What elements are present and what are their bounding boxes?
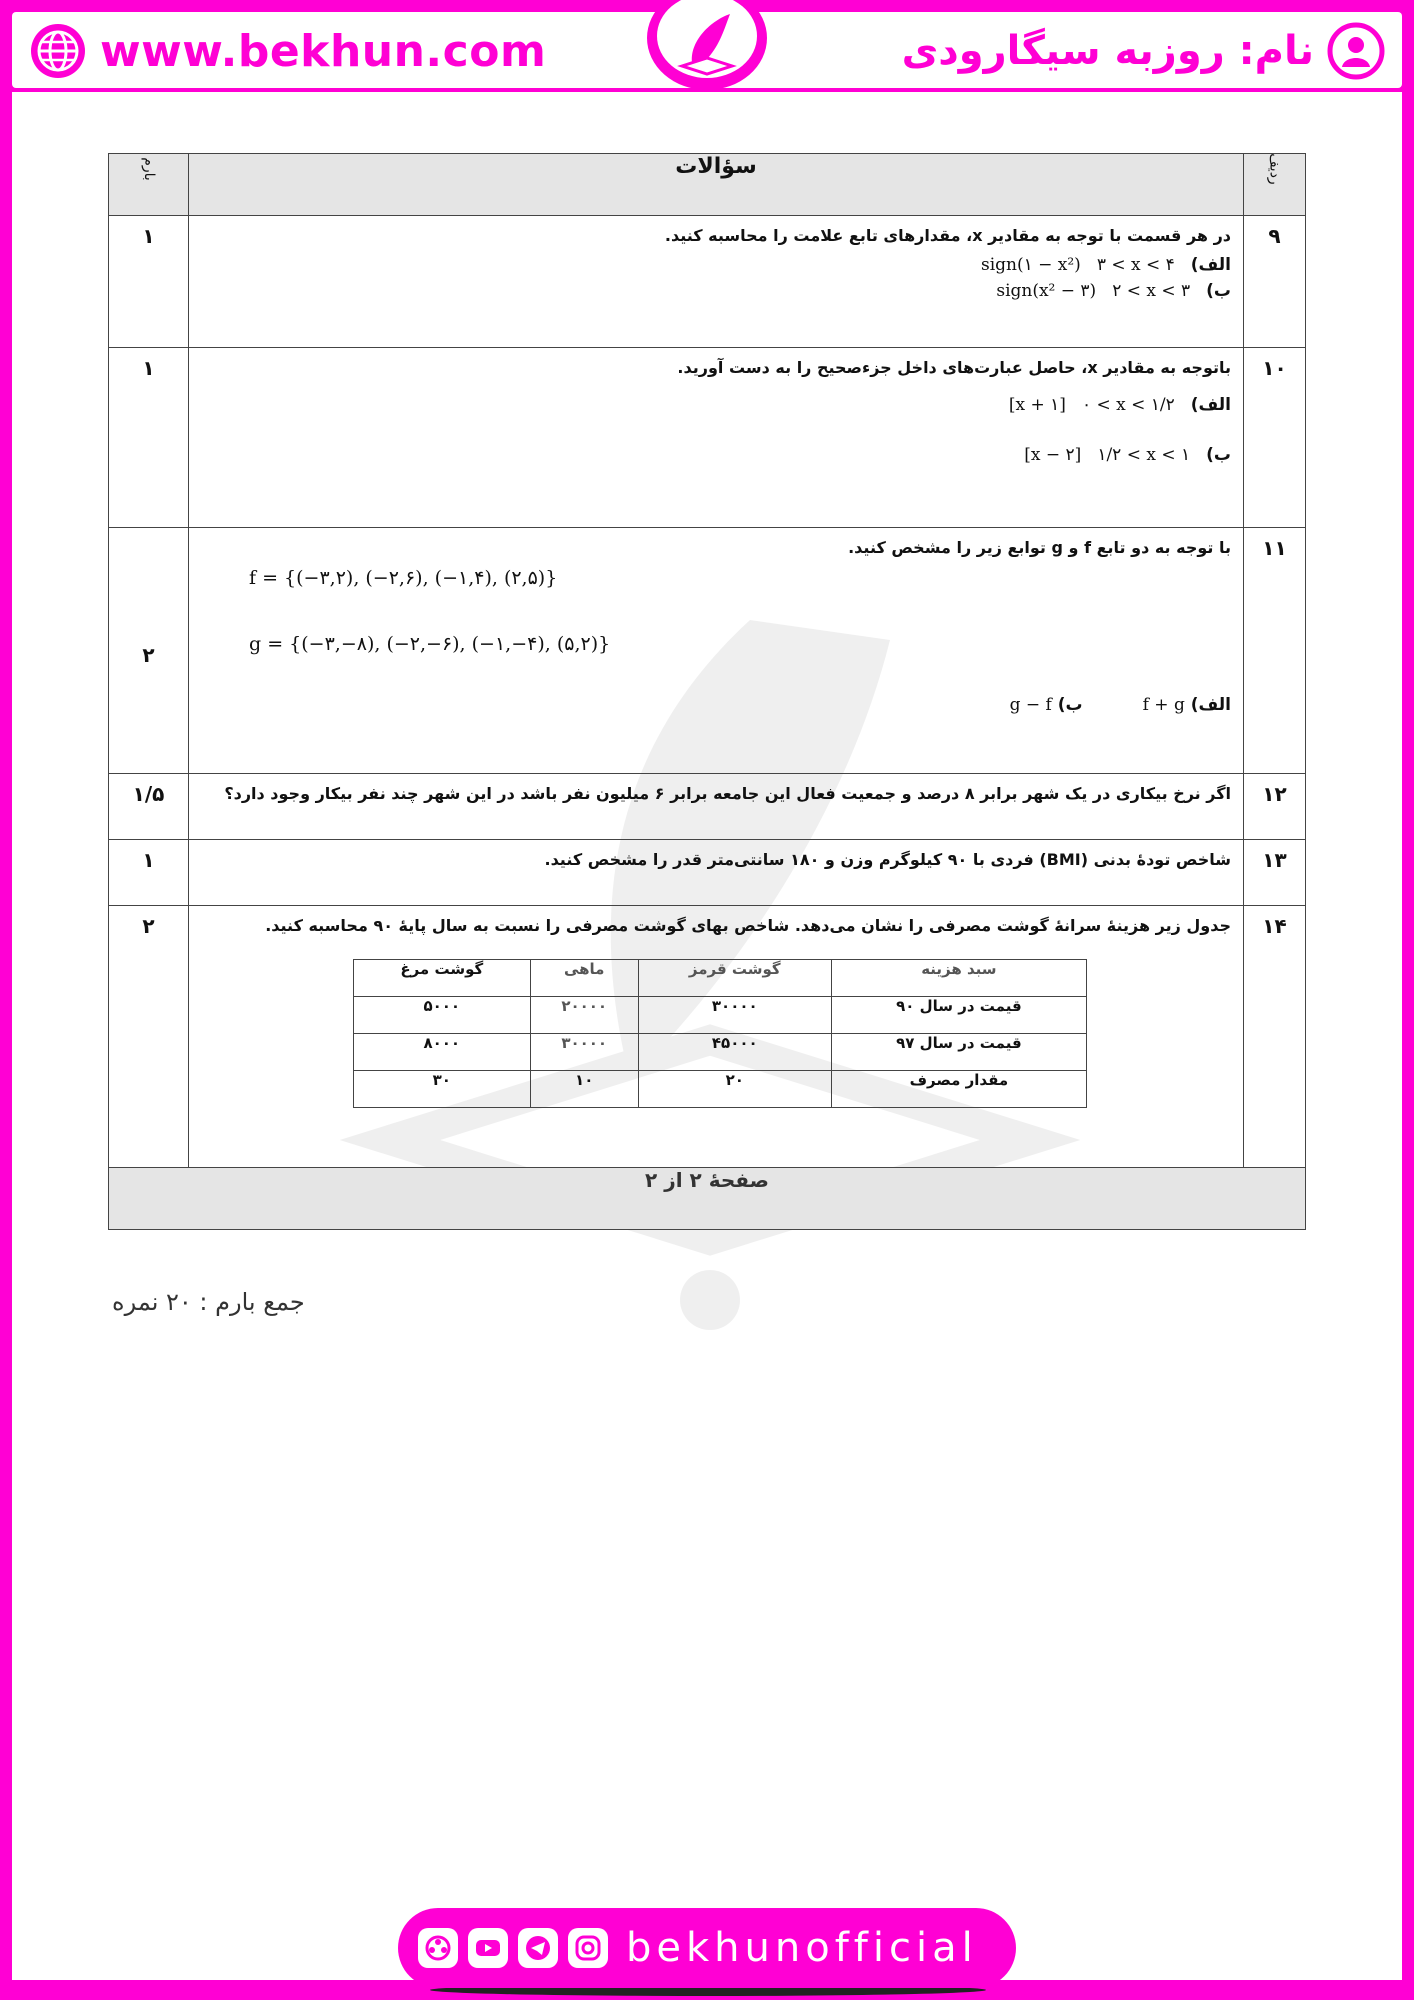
site-link[interactable] bbox=[28, 16, 546, 86]
exam-content bbox=[108, 153, 1306, 1230]
question-number: ۹ bbox=[1244, 216, 1306, 348]
question-text: شاخص تودهٔ بدنی (BMI) فردی با ۹۰ کیلوگرم وزن و ۱۸۰ سانتی‌متر قدر را مشخص کنید. bbox=[544, 850, 1231, 869]
header-questions: سؤالات bbox=[189, 154, 1244, 216]
table-header-cell: سبد هزینه bbox=[831, 960, 1086, 997]
question-row bbox=[109, 906, 1306, 1168]
instagram-icon[interactable] bbox=[568, 1928, 608, 1968]
question-text: باتوجه به مقادیر x، حاصل عبارت‌های داخل جزءصحیح را به دست آورید. bbox=[677, 358, 1231, 377]
question-body bbox=[189, 906, 1244, 1168]
youtube-icon[interactable] bbox=[468, 1928, 508, 1968]
question-body bbox=[189, 840, 1244, 906]
table-row bbox=[354, 960, 1087, 997]
function-f-set: f = {(−۳,۲), (−۲,۶), (−۱,۴), (۲,۵)} bbox=[249, 567, 558, 589]
table-cell: ۴۵۰۰۰ bbox=[638, 1034, 831, 1071]
question-number: ۱۰ bbox=[1244, 348, 1306, 528]
question-score: ۱ bbox=[109, 216, 189, 348]
question-body bbox=[189, 528, 1244, 774]
table-cell: ۳۰ bbox=[354, 1071, 531, 1108]
question-score: ۲ bbox=[109, 528, 189, 774]
table-cell: مقدار مصرف bbox=[831, 1071, 1086, 1108]
question-body bbox=[189, 348, 1244, 528]
question-body bbox=[189, 774, 1244, 840]
question-body bbox=[189, 216, 1244, 348]
question-text: در هر قسمت با توجه به مقادیر x، مقدارهای تابع علامت را محاسبه کنید. bbox=[664, 226, 1231, 245]
question-score: ۲ bbox=[109, 906, 189, 1168]
header-row-number: ردیف bbox=[1244, 154, 1306, 216]
questions-table bbox=[108, 153, 1306, 1230]
question-score: ۱/۵ bbox=[109, 774, 189, 840]
question-text: با توجه به دو تابع f و g توابع زیر را مشخص کنید. bbox=[848, 538, 1231, 557]
table-row bbox=[354, 1034, 1087, 1071]
question-part: ب) ۲ < x < ۳ sign(x² − ۳) bbox=[996, 281, 1231, 301]
question-part: ب) ۱/۲ < x < ۱ [x − ۲] bbox=[1024, 445, 1231, 465]
name-label: نام: روزبه سیگارودی bbox=[901, 28, 1314, 74]
table-cell: قیمت در سال ۹۷ bbox=[831, 1034, 1086, 1071]
question-row bbox=[109, 774, 1306, 840]
question-number: ۱۳ bbox=[1244, 840, 1306, 906]
table-row bbox=[354, 1071, 1087, 1108]
question-number: ۱۴ bbox=[1244, 906, 1306, 1168]
header-score: بارم bbox=[109, 154, 189, 216]
table-cell: ۱۰ bbox=[530, 1071, 638, 1108]
page-number: صفحهٔ ۲ از ۲ bbox=[109, 1168, 1306, 1230]
question-score: ۱ bbox=[109, 840, 189, 906]
question-parts: الف) f + g ب) g − f bbox=[1009, 695, 1231, 715]
table-header bbox=[109, 154, 1306, 216]
logo-icon bbox=[632, 0, 782, 92]
user-icon bbox=[1326, 21, 1386, 81]
question-number: ۱۲ bbox=[1244, 774, 1306, 840]
table-cell: قیمت در سال ۹۰ bbox=[831, 997, 1086, 1034]
question-part: الف) ۳ < x < ۴ sign(۱ − x²) bbox=[980, 255, 1231, 275]
table-header-cell: گوشت قرمز bbox=[638, 960, 831, 997]
question-text: جدول زیر هزینهٔ سرانهٔ گوشت مصرفی را نشان می‌دهد. شاخص بهای گوشت مصرفی را نسبت به سال پایهٔ ۹۰ محاسبه کنید. bbox=[265, 916, 1231, 935]
film-icon[interactable] bbox=[418, 1928, 458, 1968]
table-row bbox=[354, 997, 1087, 1034]
question-text: اگر نرخ بیکاری در یک شهر برابر ۸ درصد و جمعیت فعال این جامعه برابر ۶ میلیون نفر باشد در این شهر چند نفر بیکار وجود دارد؟ bbox=[224, 784, 1231, 803]
site-url[interactable]: www.bekhun.com bbox=[100, 25, 547, 77]
table-cell: ۲۰۰۰۰ bbox=[530, 997, 638, 1034]
question-number: ۱۱ bbox=[1244, 528, 1306, 774]
social-handle[interactable]: bekhunofficial bbox=[626, 1925, 978, 1971]
table-cell: ۲۰ bbox=[638, 1071, 831, 1108]
meat-cost-table bbox=[353, 959, 1087, 1108]
question-row bbox=[109, 348, 1306, 528]
question-part: الف) ۰ < x < ۱/۲ [x + ۱] bbox=[1008, 395, 1231, 415]
question-row bbox=[109, 216, 1306, 348]
globe-icon bbox=[28, 21, 88, 81]
question-row bbox=[109, 840, 1306, 906]
total-score: جمع بارم : ۲۰ نمره bbox=[112, 1288, 305, 1316]
page-footer-row bbox=[109, 1168, 1306, 1230]
table-cell: ۸۰۰۰ bbox=[354, 1034, 531, 1071]
header bbox=[0, 0, 1414, 92]
table-header-cell: ماهی bbox=[530, 960, 638, 997]
student-name bbox=[902, 16, 1386, 86]
social-bar[interactable] bbox=[398, 1908, 1016, 1988]
table-cell: ۳۰۰۰۰ bbox=[530, 1034, 638, 1071]
table-cell: ۵۰۰۰ bbox=[354, 997, 531, 1034]
function-g-set: g = {(−۳,−۸), (−۲,−۶), (−۱,−۴), (۵,۲)} bbox=[249, 633, 611, 655]
table-header-cell: گوشت مرغ bbox=[354, 960, 531, 997]
question-score: ۱ bbox=[109, 348, 189, 528]
question-row bbox=[109, 528, 1306, 774]
table-cell: ۳۰۰۰۰ bbox=[638, 997, 831, 1034]
telegram-icon[interactable] bbox=[518, 1928, 558, 1968]
